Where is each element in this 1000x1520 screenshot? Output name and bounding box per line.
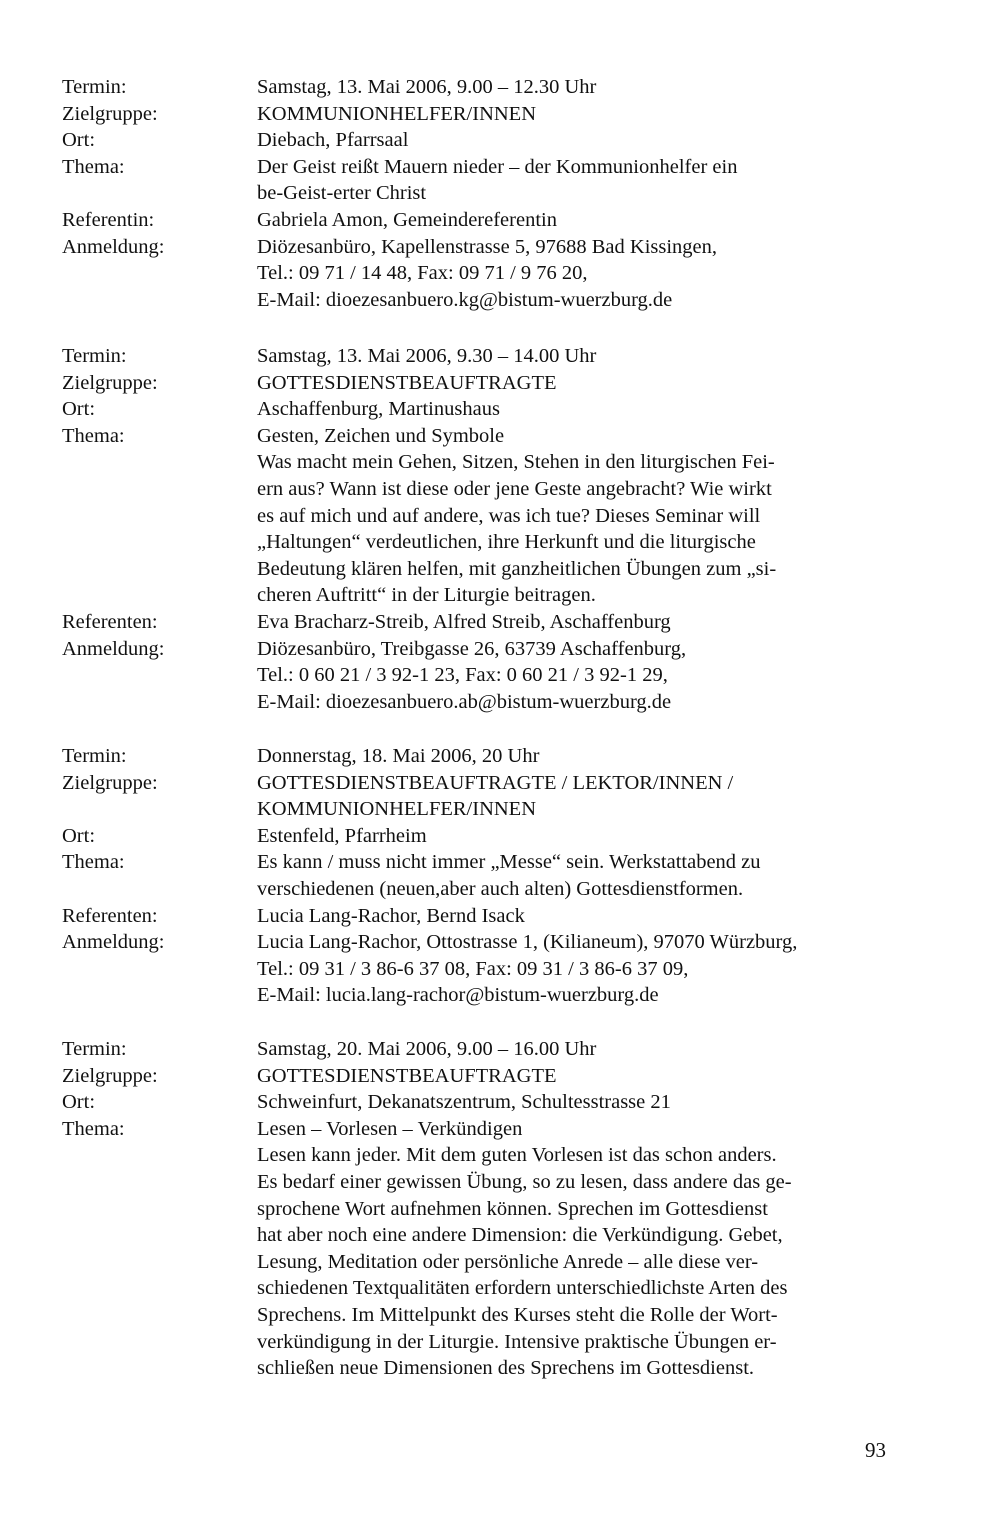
text-line: Lucia Lang-Rachor, Bernd Isack — [257, 904, 525, 927]
text-line: Donnerstag, 18. Mai 2006, 20 Uhr — [257, 745, 540, 767]
field-value — [257, 1089, 912, 1116]
text-line: Diözesanbüro, Kapellenstrasse 5, 97688 Bad Kissingen, — [257, 235, 718, 258]
field-row — [62, 154, 912, 207]
text-line: Was macht mein Gehen, Sitzen, Stehen in den liturgischen Fei- — [257, 451, 775, 474]
field-label: Ort: — [62, 824, 96, 847]
text-line: verkündigung in der Liturgie. Intensive praktische Übungen er- — [257, 1330, 777, 1353]
field-value — [257, 343, 912, 370]
field-row — [62, 743, 912, 770]
field-value — [257, 1036, 912, 1063]
field-value — [257, 1063, 912, 1090]
field-row — [62, 903, 912, 930]
text-line: Lesung, Meditation oder persönliche Anrede – alle diese ver- — [257, 1250, 759, 1273]
field-label: Thema: — [62, 155, 125, 178]
field-label: Ort: — [62, 129, 96, 152]
text-line: GOTTESDIENSTBEAUFTRAGTE / LEKTOR/INNEN / — [257, 771, 734, 794]
field-row — [62, 101, 912, 128]
field-label: Referentin: — [62, 208, 155, 231]
text-line: Sprechens. Im Mittelpunkt des Kurses steht die Rolle der Wort- — [257, 1303, 778, 1326]
field-row — [62, 929, 912, 1009]
field-value — [257, 609, 912, 636]
text-line: Lesen kann jeder. Mit dem guten Vorlesen ist das schon anders. — [257, 1144, 777, 1167]
field-label: Ort: — [62, 1091, 96, 1114]
field-label: Thema: — [62, 1117, 125, 1140]
text-line: cheren Auftritt“ in der Liturgie beitragen. — [257, 584, 596, 607]
field-label: Zielgruppe: — [62, 1064, 158, 1087]
field-value — [257, 929, 912, 1009]
text-line: verschiedenen (neuen,aber auch alten) Gottesdienstformen. — [257, 877, 744, 900]
field-row — [62, 1089, 912, 1116]
event-entry — [62, 1036, 912, 1382]
field-value — [257, 903, 912, 930]
text-line: be-Geist-erter Christ — [257, 182, 427, 205]
text-line: E-Mail: dioezesanbuero.ab@bistum-wuerzburg.de — [257, 690, 672, 713]
field-label: Termin: — [62, 76, 127, 98]
text-line: Der Geist reißt Mauern nieder – der Kommunionhelfer ein — [257, 155, 738, 178]
text-line: ern aus? Wann ist diese oder jene Geste angebracht? Wie wirkt — [257, 477, 772, 500]
text-line: schiedenen Textqualitäten erfordern unterschiedlichste Arten des — [257, 1277, 788, 1300]
text-line: Aschaffenburg, Martinushaus — [257, 398, 500, 421]
text-line: Lesen – Vorlesen – Verkündigen — [257, 1117, 523, 1140]
text-line: Tel.: 09 71 / 14 48, Fax: 09 71 / 9 76 20, — [257, 262, 588, 285]
field-row — [62, 207, 912, 234]
text-line: Diözesanbüro, Treibgasse 26, 63739 Aschaffenburg, — [257, 637, 687, 660]
field-row — [62, 74, 912, 101]
field-row — [62, 770, 912, 823]
field-row — [62, 234, 912, 314]
text-line: Samstag, 13. Mai 2006, 9.30 – 14.00 Uhr — [257, 345, 597, 367]
field-value — [257, 234, 912, 314]
field-value — [257, 101, 912, 128]
field-label: Termin: — [62, 1038, 127, 1060]
field-value — [257, 154, 912, 207]
text-line: Diebach, Pfarrsaal — [257, 129, 409, 152]
field-row — [62, 609, 912, 636]
text-line: GOTTESDIENSTBEAUFTRAGTE — [257, 371, 557, 394]
text-line: hat aber noch eine andere Dimension: die Verkündigung. Gebet, — [257, 1224, 783, 1247]
field-value — [257, 636, 912, 716]
text-line: Gesten, Zeichen und Symbole — [257, 424, 505, 447]
field-value — [257, 396, 912, 423]
field-row — [62, 1063, 912, 1090]
field-label: Zielgruppe: — [62, 771, 158, 794]
text-line: Eva Bracharz-Streib, Alfred Streib, Aschaffenburg — [257, 610, 671, 633]
field-value — [257, 370, 912, 397]
text-line: GOTTESDIENSTBEAUFTRAGTE — [257, 1064, 557, 1087]
field-value — [257, 207, 912, 234]
event-entry — [62, 343, 912, 715]
text-line: Es bedarf einer gewissen Übung, so zu lesen, dass andere das ge- — [257, 1170, 792, 1193]
field-row — [62, 396, 912, 423]
field-row — [62, 370, 912, 397]
text-line: Tel.: 0 60 21 / 3 92-1 23, Fax: 0 60 21 / 3 92-1 29, — [257, 664, 668, 687]
text-line: E-Mail: lucia.lang-rachor@bistum-wuerzburg.de — [257, 984, 659, 1007]
field-value — [257, 1116, 912, 1382]
field-label: Zielgruppe: — [62, 102, 158, 125]
text-line: Samstag, 20. Mai 2006, 9.00 – 16.00 Uhr — [257, 1038, 597, 1060]
field-value — [257, 823, 912, 850]
text-line: Gabriela Amon, Gemeindereferentin — [257, 208, 557, 231]
field-value — [257, 743, 912, 770]
field-label: Zielgruppe: — [62, 371, 158, 394]
text-line: KOMMUNIONHELFER/INNEN — [257, 798, 537, 821]
text-line: es auf mich und auf andere, was ich tue? Dieses Seminar will — [257, 504, 761, 527]
field-row — [62, 823, 912, 850]
text-line: Schweinfurt, Dekanatszentrum, Schultesstrasse 21 — [257, 1091, 671, 1114]
text-line: Lucia Lang-Rachor, Ottostrasse 1, (Kilianeum), 97070 Würzburg, — [257, 931, 798, 954]
field-row — [62, 343, 912, 370]
field-row — [62, 127, 912, 154]
text-line: Tel.: 09 31 / 3 86-6 37 08, Fax: 09 31 / 3 86-6 37 09, — [257, 957, 689, 980]
field-label: Thema: — [62, 851, 125, 874]
event-entry — [62, 743, 912, 1009]
field-value — [257, 849, 912, 902]
field-value — [257, 423, 912, 609]
field-label: Termin: — [62, 745, 127, 767]
field-value — [257, 770, 912, 823]
field-row — [62, 1036, 912, 1063]
text-line: E-Mail: dioezesanbuero.kg@bistum-wuerzburg.de — [257, 288, 673, 311]
event-entry — [62, 74, 912, 313]
field-value — [257, 127, 912, 154]
field-value — [257, 74, 912, 101]
page-number: 93 — [865, 1438, 886, 1462]
field-row — [62, 849, 912, 902]
field-label: Anmeldung: — [62, 931, 165, 954]
field-row — [62, 1116, 912, 1382]
field-row — [62, 423, 912, 609]
text-line: „Haltungen“ verdeutlichen, ihre Herkunft und die liturgische — [257, 531, 756, 554]
text-line: sprochene Wort aufnehmen können. Sprechen im Gottesdienst — [257, 1197, 768, 1220]
text-line: Es kann / muss nicht immer „Messe“ sein. Werkstattabend zu — [257, 851, 761, 874]
field-label: Thema: — [62, 424, 125, 447]
field-label: Anmeldung: — [62, 637, 165, 660]
text-line: KOMMUNIONHELFER/INNEN — [257, 102, 537, 125]
field-label: Ort: — [62, 398, 96, 421]
text-line: Bedeutung klären helfen, mit ganzheitlichen Übungen zum „si- — [257, 557, 777, 580]
field-label: Referenten: — [62, 904, 158, 927]
field-label: Termin: — [62, 345, 127, 367]
text-line: Estenfeld, Pfarrheim — [257, 824, 427, 847]
text-line: Samstag, 13. Mai 2006, 9.00 – 12.30 Uhr — [257, 76, 597, 98]
field-label: Anmeldung: — [62, 235, 165, 258]
field-row — [62, 636, 912, 716]
text-line: schließen neue Dimensionen des Sprechens im Gottesdienst. — [257, 1357, 755, 1380]
field-label: Referenten: — [62, 610, 158, 633]
